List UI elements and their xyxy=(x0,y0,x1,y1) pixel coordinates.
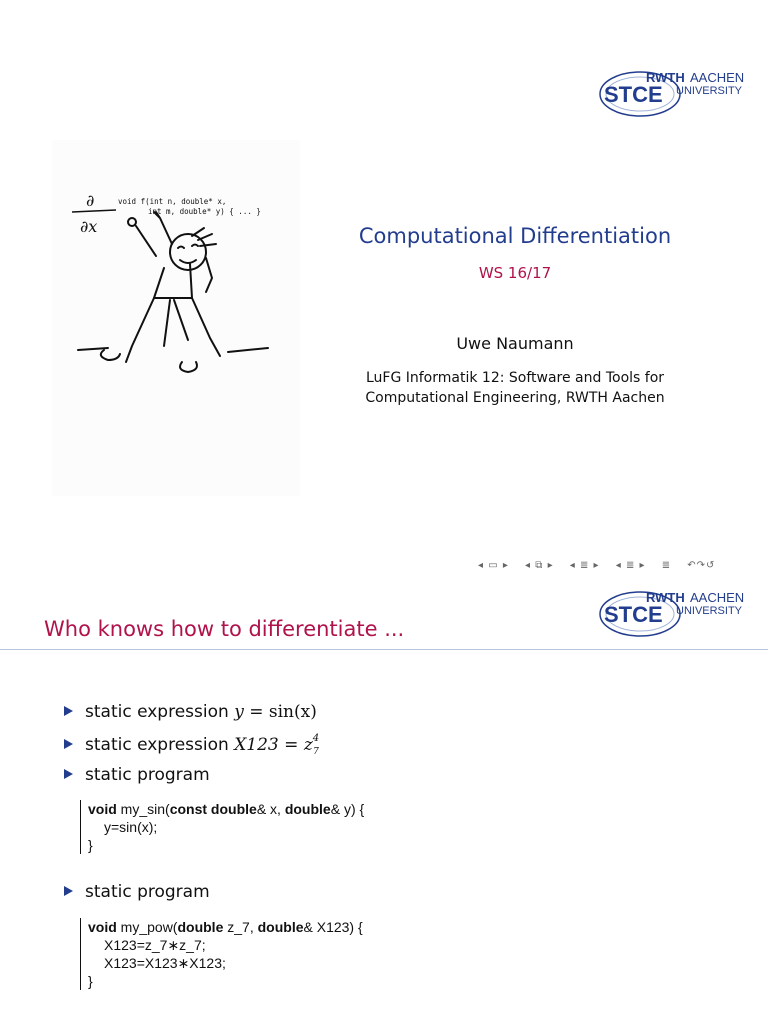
logo-aachen: AACHEN xyxy=(690,70,745,85)
beamer-navigation xyxy=(478,560,727,571)
affiliation-line-1: LuFG Informatik 12: Software and Tools for xyxy=(365,370,665,386)
logo-university: UNIVERSITY xyxy=(676,85,743,97)
slide-subtitle: WS 16/17 xyxy=(478,264,552,282)
math-expression: $X123 = z^4_7$ xyxy=(234,733,320,757)
nav-appendix-icon[interactable]: ≣ xyxy=(661,560,672,571)
logo-university-2: UNIVERSITY xyxy=(676,605,743,617)
nav-subsection-icon[interactable]: ◂ ⧉ ▸ xyxy=(525,560,554,571)
nav-frame-icon[interactable]: ◂ ▭ ▸ xyxy=(478,560,509,571)
bullet-triangle-icon xyxy=(64,769,73,779)
bullet-triangle-icon xyxy=(64,739,73,749)
logo-badge: STCE xyxy=(604,82,663,107)
bullet-item: static expression $X123 = z^4_7$ xyxy=(64,733,319,757)
nav-document-icon[interactable]: ◂ ≣ ▸ xyxy=(615,560,646,571)
bullet-item: static program xyxy=(64,765,210,785)
title-divider xyxy=(0,649,768,650)
author-name: Uwe Naumann xyxy=(456,334,574,353)
bullet-triangle-icon xyxy=(64,706,73,716)
operator-top: ∂ xyxy=(86,191,95,210)
math-expression: y = sin(x) xyxy=(234,702,317,722)
bullet-item: static expression y = sin(x) xyxy=(64,702,317,722)
cartoon-illustration xyxy=(52,140,300,496)
illustration-code-line2: int m, double* y) { ... } xyxy=(148,207,261,216)
code-block-my-pow: void my_pow(double z_7, double& X123) { X123=z_7∗z_7; X123=X123∗X123; } xyxy=(80,918,363,990)
logo-rwth: RWTH xyxy=(646,70,685,85)
illustration-code-line1: void f(int n, double* x, xyxy=(118,197,227,206)
frame-title: Who knows how to differentiate ... xyxy=(44,617,405,641)
content-slide xyxy=(0,588,768,1024)
slide-title: Computational Differentiation xyxy=(358,224,672,248)
figure-drawing xyxy=(78,212,268,372)
logo-badge-2: STCE xyxy=(604,602,663,627)
bullet-item: static program xyxy=(64,882,210,902)
operator-bottom: ∂x xyxy=(80,217,98,236)
nav-section-icon[interactable]: ◂ ≣ ▸ xyxy=(569,560,600,571)
stce-rwth-logo xyxy=(598,68,748,120)
stce-rwth-logo-2 xyxy=(598,588,748,640)
nav-search-back-icon[interactable]: ↶↷↺ xyxy=(687,560,716,571)
affiliation xyxy=(330,368,700,408)
bullet-triangle-icon xyxy=(64,886,73,896)
affiliation-line-2: Computational Engineering, RWTH Aachen xyxy=(365,390,665,406)
logo-rwth-2: RWTH xyxy=(646,590,685,605)
code-block-my-sin: void my_sin(const double& x, double& y) { y=sin(x); } xyxy=(80,800,364,854)
logo-aachen-2: AACHEN xyxy=(690,590,745,605)
